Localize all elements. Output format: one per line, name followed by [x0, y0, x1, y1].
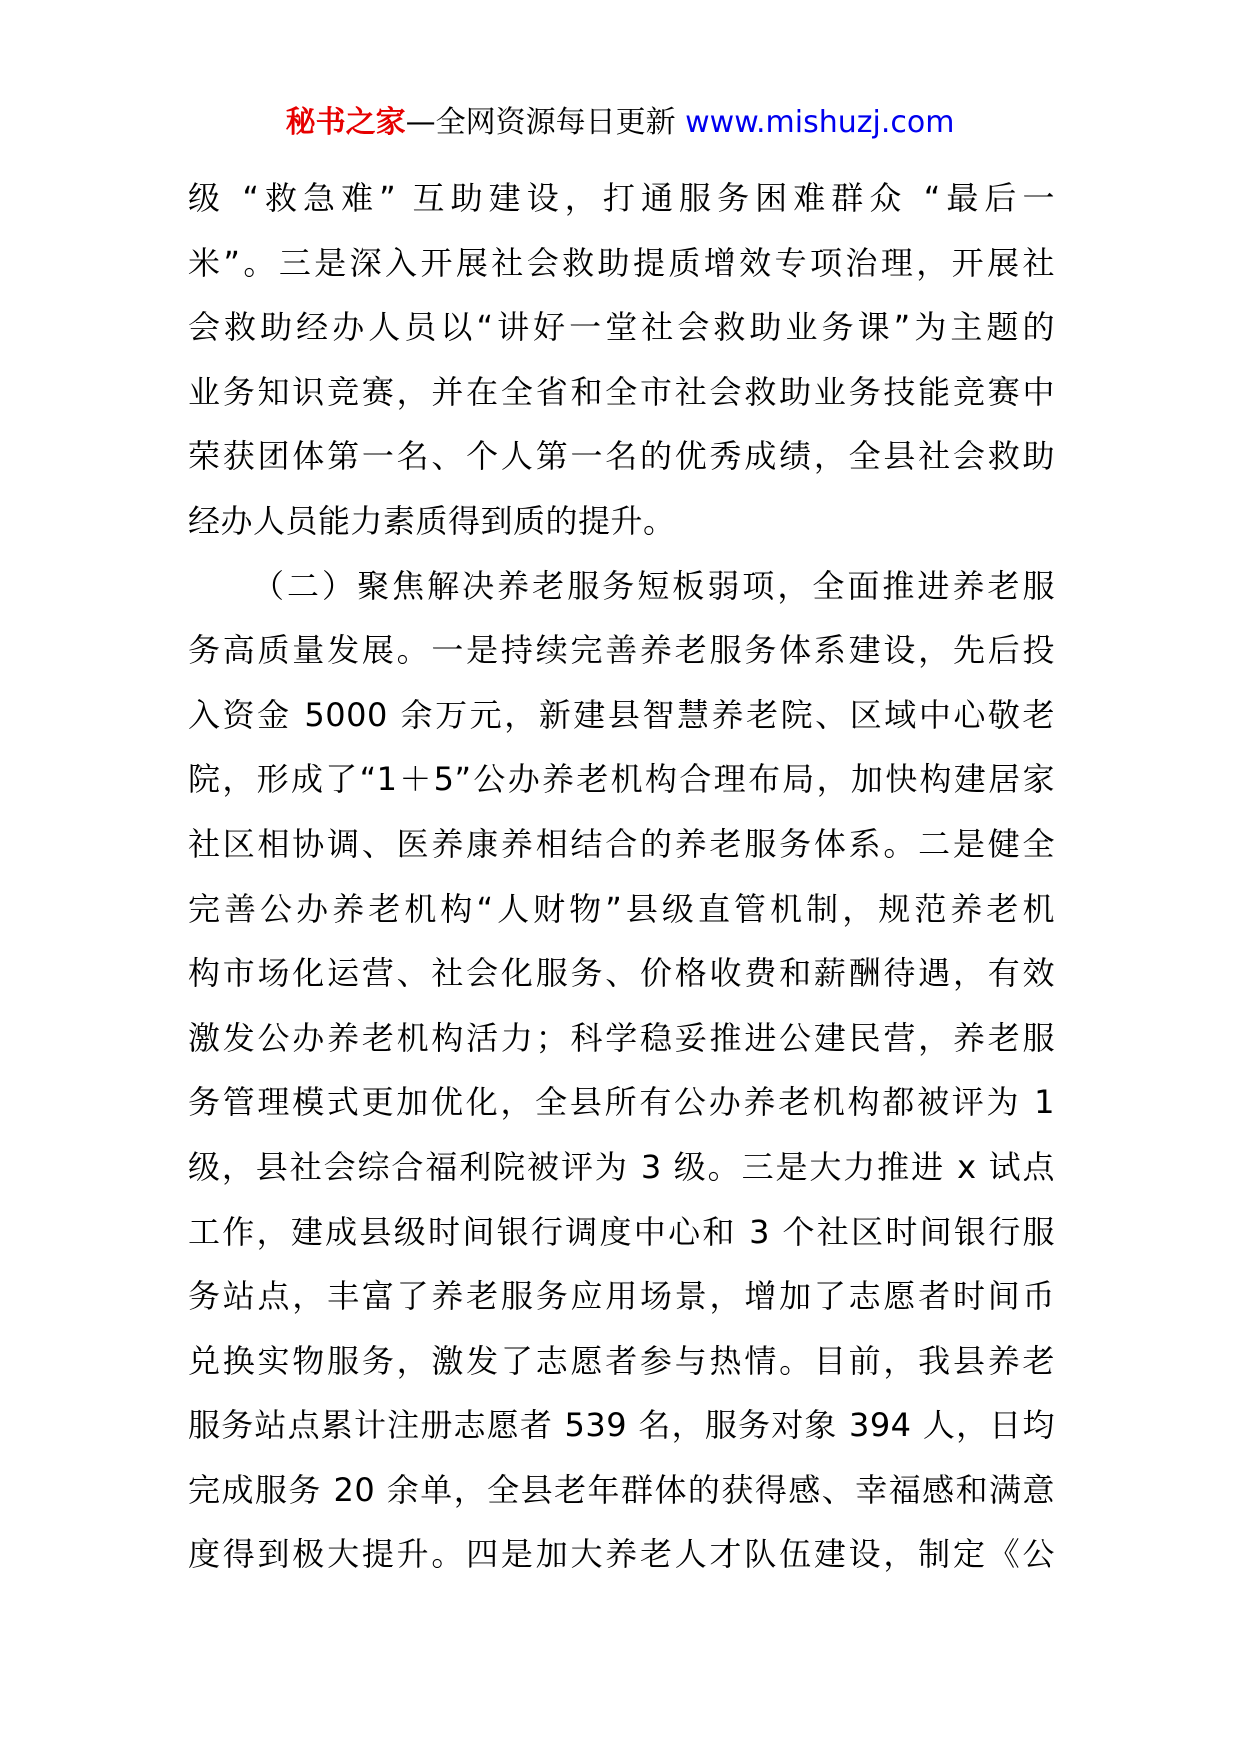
text-line: 院，形成了“1＋5”公办养老机构合理布局，加快构建居家: [188, 760, 1055, 799]
text-line: 经办人员能力素质得到质的提升。: [188, 501, 676, 540]
site-brand: 秘书之家: [285, 105, 406, 140]
text-line: 荣获团体第一名、个人第一名的优秀成绩，全县社会救助: [188, 437, 1055, 476]
text-line: 入资金 5000 余万元，新建县智慧养老院、区域中心敬老: [188, 695, 1055, 734]
text-line: 兑换实物服务，激发了志愿者参与热情。目前，我县养老: [188, 1341, 1055, 1380]
text-line: 构市场化运营、社会化服务、价格收费和薪酬待遇，有效: [188, 954, 1055, 993]
paragraph-heading-line: （二）聚焦解决养老服务短板弱项，全面推进养老服: [252, 566, 1055, 605]
text-line: 务高质量发展。一是持续完善养老服务体系建设，先后投: [188, 631, 1055, 670]
site-tagline: —全网资源每日更新: [405, 105, 686, 140]
text-line: 完善公办养老机构“人财物”县级直管机制，规范养老机: [188, 889, 1055, 928]
document-body: [188, 166, 1055, 1587]
text-line: 激发公办养老机构活力；科学稳妥推进公建民营，养老服: [188, 1018, 1055, 1057]
text-line: 务管理模式更加优化，全县所有公办养老机构都被评为 1: [188, 1083, 1055, 1122]
site-header: [0, 100, 1240, 146]
text-line: 工作，建成县级时间银行调度中心和 3 个社区时间银行服: [188, 1212, 1055, 1251]
site-url-link[interactable]: www.mishuzj.com: [685, 105, 955, 140]
text-line: 完成服务 20 余单，全县老年群体的获得感、幸福感和满意: [188, 1470, 1055, 1509]
text-line: 米”。三是深入开展社会救助提质增效专项治理，开展社: [188, 243, 1055, 282]
text-line: 服务站点累计注册志愿者 539 名，服务对象 394 人，日均: [188, 1406, 1055, 1445]
text-line: 业务知识竞赛，并在全省和全市社会救助业务技能竞赛中: [188, 372, 1055, 411]
text-line: 务站点，丰富了养老服务应用场景，增加了志愿者时间币: [188, 1277, 1055, 1316]
text-line: 级，县社会综合福利院被评为 3 级。三是大力推进 x 试点: [188, 1147, 1055, 1186]
text-line: 社区相协调、医养康养相结合的养老服务体系。二是健全: [188, 824, 1055, 863]
text-line: 会救助经办人员以“讲好一堂社会救助业务课”为主题的: [188, 308, 1055, 347]
text-line: 级 “救急难” 互助建设，打通服务困难群众 “最后一: [188, 179, 1055, 217]
text-line: 度得到极大提升。四是加大养老人才队伍建设，制定《公: [188, 1535, 1055, 1574]
